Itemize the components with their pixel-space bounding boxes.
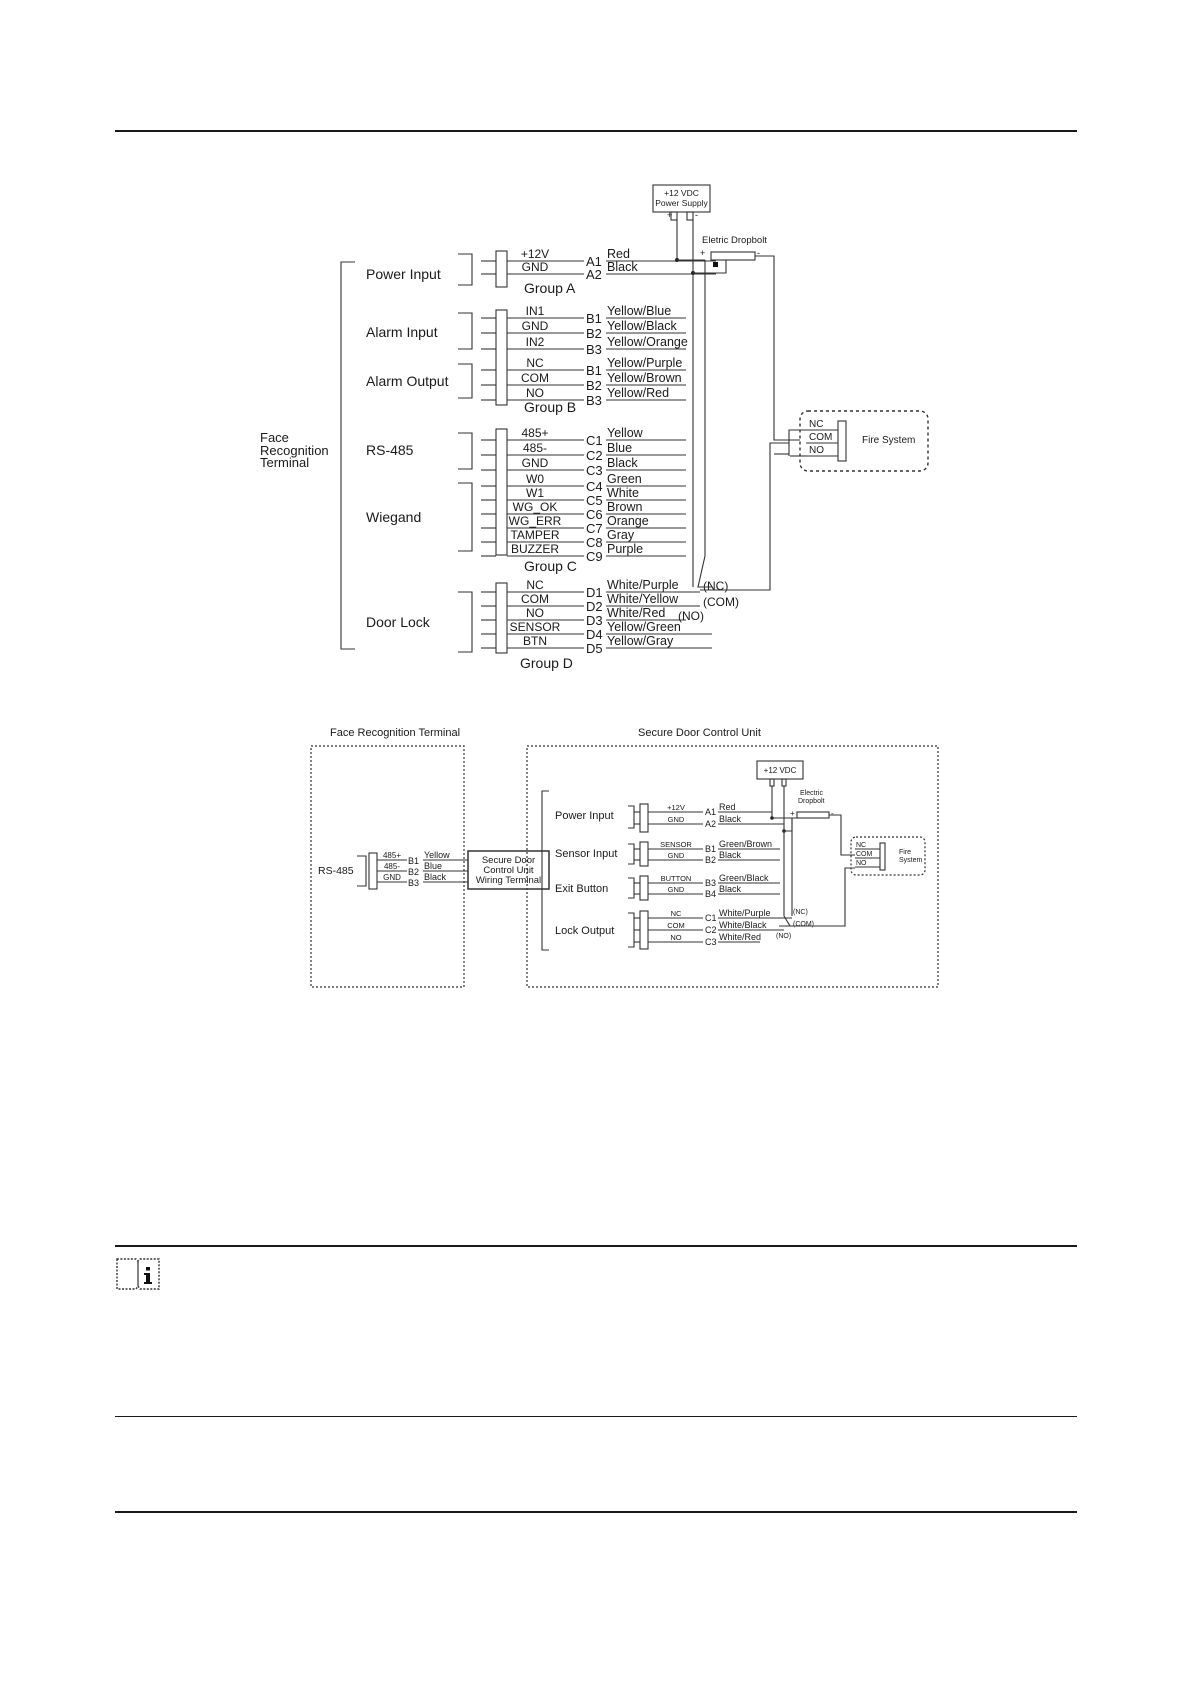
wire-color-label: White/Purple: [719, 908, 771, 918]
pin-signal-label: +12V: [520, 247, 550, 261]
pin-id-label: C2: [705, 925, 717, 935]
pin-signal-label: COM: [667, 921, 685, 930]
wire-color-label: Green: [607, 472, 642, 486]
pin-id-label: D1: [586, 585, 603, 600]
wire-color-label: Yellow/Green: [607, 620, 681, 634]
d2-fire-no: NO: [856, 860, 867, 867]
note-bottom-rule: [115, 1416, 1077, 1417]
pin-signal-label: SENSOR: [509, 620, 561, 634]
pin-id-label: B1: [705, 844, 717, 854]
svg-text:-: -: [695, 210, 698, 220]
group-d-label: Group D: [520, 655, 573, 671]
pin-id-label: C5: [586, 493, 603, 508]
pin-signal-label: GND: [667, 815, 685, 824]
pin-id-label: D4: [586, 627, 603, 642]
pin-signal-label: 485+: [521, 426, 549, 440]
pin-id-label: B2: [586, 326, 602, 341]
pin-id-label: C6: [586, 507, 603, 522]
pin-id-label: B4: [705, 889, 717, 899]
pin-id-label: D5: [586, 641, 603, 656]
pin-signal-label: GND: [521, 260, 549, 274]
fire-com: COM: [809, 432, 833, 443]
svg-text:-: -: [831, 809, 834, 818]
fire-no: NO: [809, 445, 824, 456]
pin-id-label: C7: [586, 521, 603, 536]
wiring-diagram-terminal: [0, 0, 1181, 700]
pin-signal-label: COM: [521, 592, 549, 606]
d2-wt-1: Secure Door: [481, 855, 536, 866]
d2-unit-title: Secure Door Control Unit: [638, 727, 761, 739]
pin-id-label: A2: [705, 819, 717, 829]
wire-color-label: Yellow/Brown: [607, 371, 682, 385]
pin-id-label: C9: [586, 549, 603, 564]
pin-id-label: A1: [586, 254, 602, 269]
pin-id-label: C1: [586, 433, 603, 448]
wire-color-label: Yellow: [607, 426, 643, 440]
wire-color-label: Black: [719, 814, 742, 824]
wire-color-label: Red: [607, 247, 630, 261]
pin-id-label: D2: [586, 599, 603, 614]
d2-dropbolt-symbol: [797, 812, 829, 818]
d2-dropbolt-2: Dropbolt: [798, 798, 825, 805]
d2-fire-system-1: Fire: [899, 849, 912, 856]
d2-note-nc: (NC): [793, 909, 808, 916]
d2-power-supply-label: +12 VDC: [763, 766, 797, 775]
wire-color-label: White/Purple: [607, 578, 679, 592]
d2-wt-3: Wiring Terminal: [475, 875, 542, 886]
pin-signal-label: GND: [521, 319, 549, 333]
d2-dropbolt-1: Electric: [800, 790, 823, 797]
rs-wire-color: Yellow: [424, 850, 450, 860]
pin-id-label: B2: [586, 378, 602, 393]
pin-signal-label: SENSOR: [660, 840, 692, 849]
wire-color-label: Black: [607, 260, 638, 274]
pin-id-label: B1: [586, 363, 602, 378]
pin-signal-label: NO: [670, 933, 682, 942]
pin-signal-label: BUTTON: [660, 874, 692, 883]
pin-signal-label: NC: [526, 578, 544, 592]
wire-color-label: Purple: [607, 542, 644, 556]
pin-signal-label: NC: [670, 909, 682, 918]
power-supply-label-1: +12 VDC: [664, 188, 699, 198]
note-icon: [115, 1255, 161, 1291]
wire-color-label: Yellow/Red: [607, 386, 670, 400]
rs-wire-color: Black: [424, 872, 447, 882]
d2-section-sensor: Sensor Input: [555, 848, 618, 860]
wire-color-label: White/Black: [719, 920, 767, 930]
pin-id-label: C4: [586, 479, 603, 494]
pin-signal-label: +12V: [667, 803, 685, 812]
pin-signal-label: GND: [667, 851, 685, 860]
wire-color-label: Green/Black: [719, 873, 769, 883]
rs-pin-signal: GND: [383, 873, 401, 882]
note-com: (COM): [703, 595, 739, 609]
wire-color-label: Black: [719, 850, 742, 860]
pin-id-label: C2: [586, 448, 603, 463]
pin-id-label: B1: [586, 311, 602, 326]
svg-text:+: +: [790, 809, 795, 818]
wire-color-label: Gray: [607, 528, 635, 542]
d2-wt-2: Control Unit: [483, 865, 534, 876]
wire-color-label: Green/Brown: [719, 839, 773, 849]
wire-color-label: White/Red: [607, 606, 666, 620]
wire-color-label: White/Yellow: [607, 592, 679, 606]
wire-color-label: Yellow/Blue: [607, 304, 672, 318]
pin-id-label: B3: [705, 878, 717, 888]
pin-signal-label: NO: [526, 606, 544, 620]
pin-signal-label: GND: [521, 456, 549, 470]
pin-signal-label: GND: [667, 885, 685, 894]
pin-signal-label: WG_ERR: [508, 514, 562, 528]
rs-pin-id: B1: [408, 856, 420, 866]
pin-signal-label: W0: [526, 472, 544, 486]
d2-rs485-label: RS-485: [318, 865, 354, 877]
wiring-diagram-door-control-unit: [0, 720, 1181, 1020]
terminal-label-1: Face: [260, 430, 289, 445]
wire-color-label: Black: [719, 884, 742, 894]
pin-signal-label: 485-: [522, 441, 548, 455]
section-alarm-output: Alarm Output: [366, 373, 449, 389]
pin-id-label: C3: [586, 463, 603, 478]
pin-id-label: D3: [586, 613, 603, 628]
fire-system-label: Fire System: [862, 435, 916, 446]
wire-color-label: White/Red: [719, 932, 762, 942]
group-b-label: Group B: [524, 399, 577, 415]
pin-signal-label: NO: [526, 386, 544, 400]
svg-text:-: -: [757, 248, 760, 258]
d2-fire-nc: NC: [856, 842, 867, 849]
wire-color-label: Yellow/Purple: [607, 356, 683, 370]
rs-pin-id: B3: [408, 878, 420, 888]
pin-signal-label: TAMPER: [510, 528, 560, 542]
pin-signal-label: IN1: [525, 304, 545, 318]
wire-color-label: Orange: [607, 514, 649, 528]
wire-color-label: Yellow/Orange: [607, 335, 688, 349]
rs-pin-signal: 485+: [382, 851, 402, 860]
group-a-label: Group A: [524, 280, 576, 296]
d2-section-lock: Lock Output: [555, 925, 615, 937]
pin-id-label: B3: [586, 342, 602, 357]
d2-note-com: (COM): [793, 921, 814, 928]
wire-color-label: Brown: [607, 500, 643, 514]
wire-color-label: White: [607, 486, 639, 500]
wire-color-label: Yellow/Black: [607, 319, 677, 333]
svg-text:+: +: [667, 210, 673, 220]
d2-fire-system-2: System: [899, 857, 923, 864]
section-wiegand: Wiegand: [366, 509, 422, 525]
pin-id-label: C8: [586, 535, 603, 550]
group-c-label: Group C: [524, 558, 577, 574]
pin-signal-label: NC: [526, 356, 544, 370]
pin-id-label: A2: [586, 267, 602, 282]
pin-signal-label: WG_OK: [512, 500, 558, 514]
footer-rule: [115, 1511, 1077, 1513]
d2-note-no: (NO): [776, 933, 792, 940]
rs-pin-signal: 485-: [383, 862, 401, 871]
section-power-input: Power Input: [366, 266, 441, 282]
pin-id-label: C3: [705, 937, 717, 947]
pin-id-label: B3: [586, 393, 602, 408]
d2-section-power: Power Input: [555, 810, 614, 822]
rs-wire-color: Blue: [424, 861, 443, 871]
fire-nc: NC: [809, 419, 824, 430]
wire-color-label: Blue: [607, 441, 633, 455]
pin-signal-label: BUZZER: [511, 542, 559, 556]
terminal-label-3: Terminal: [260, 455, 310, 470]
note-top-rule: [115, 1245, 1077, 1247]
pin-signal-label: BTN: [523, 634, 547, 648]
wire-color-label: Red: [719, 802, 736, 812]
wire-color-label: Black: [607, 456, 638, 470]
section-door-lock: Door Lock: [366, 614, 430, 630]
pin-signal-label: COM: [521, 371, 549, 385]
pin-signal-label: W1: [526, 486, 544, 500]
section-alarm-input: Alarm Input: [366, 324, 438, 340]
note-nc: (NC): [703, 579, 729, 593]
note-no: (NO): [678, 609, 704, 623]
d2-section-exit: Exit Button: [555, 883, 609, 895]
d2-fire-com: COM: [856, 851, 873, 858]
pin-signal-label: IN2: [525, 335, 545, 349]
pin-id-label: A1: [705, 807, 717, 817]
power-supply-label-2: Power Supply: [655, 198, 708, 208]
d2-terminal-title: Face Recognition Terminal: [330, 727, 461, 739]
section-rs485: RS-485: [366, 442, 414, 458]
svg-text:+: +: [700, 248, 706, 258]
pin-id-label: C1: [705, 913, 717, 923]
dropbolt-symbol: [711, 252, 755, 260]
dropbolt-label: Eletric Dropbolt: [702, 235, 767, 246]
wire-color-label: Yellow/Gray: [607, 634, 674, 648]
terminal-label-2: Recognition: [260, 443, 329, 458]
rs-pin-id: B2: [408, 867, 420, 877]
pin-id-label: B2: [705, 855, 717, 865]
